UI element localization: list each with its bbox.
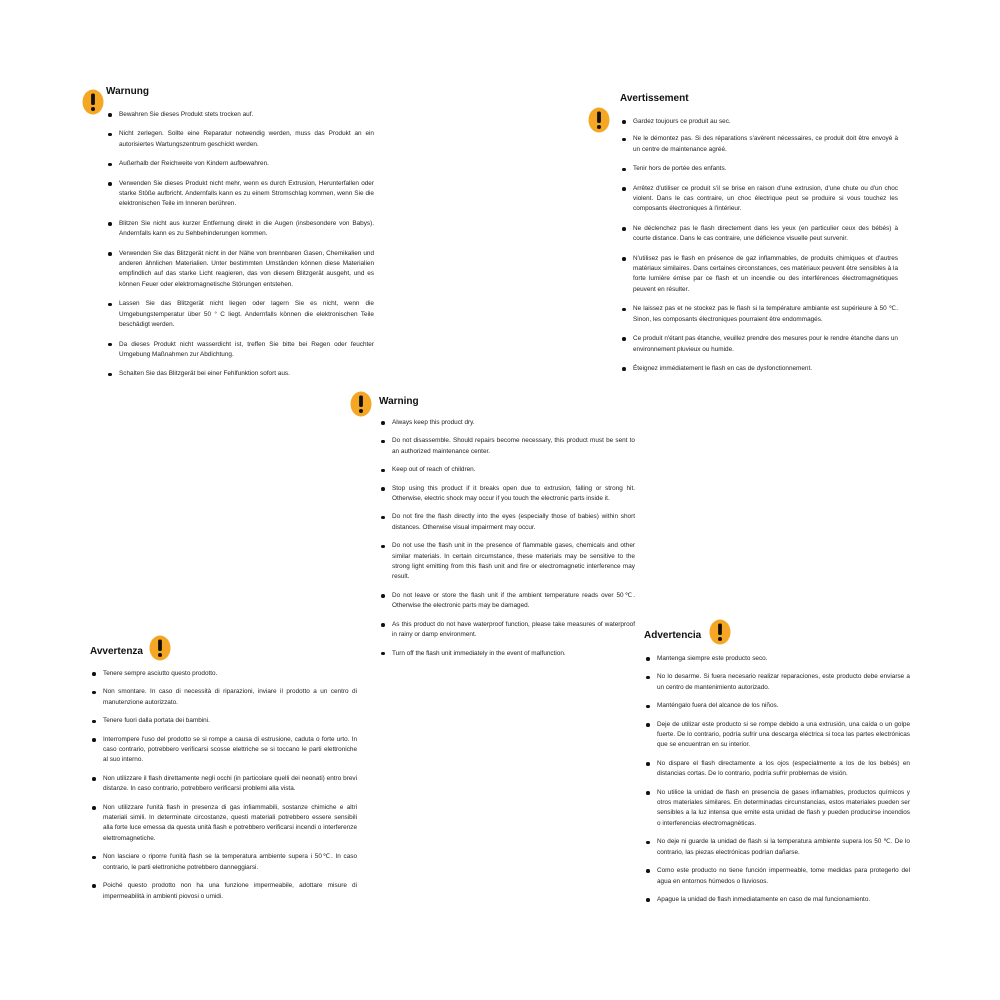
list-item: No deje ni guarde la unidad de flash si la temperatura ambiente supera los 50 ℃. De lo contrario, las piezas electrónicas podrían dañarse. bbox=[645, 837, 910, 858]
list-item: N'utilisez pas le flash en présence de gaz inflammables, de produits chimiques et d'autres matériaux similaires. Dans certaines circonstances, ces matériaux peuvent être sensibles à la forte lumière émise par ce flash et un incendie ou des interférences électromagnétiques peuvent en résulter. bbox=[621, 254, 898, 296]
list-item: Non utilizzare l'unità flash in presenza di gas infiammabili, sostanze chimiche e altri materiali simili. In determinate circostanze, questi materiali potrebbero essere sensibili alla forte luce emessa da questa unità flash e potrebbero verificarsi incendi o interferenze elettromagnetiche. bbox=[91, 803, 357, 845]
section-title-fr: Avertissement bbox=[620, 93, 689, 104]
list-item: Ne le démontez pas. Si des réparations s'avèrent nécessaires, ce produit doit être envoyé à un centre de maintenance agréé. bbox=[621, 134, 898, 155]
warning-icon-fr bbox=[588, 107, 610, 133]
list-item: Non utilizzare il flash direttamente negli occhi (in particolare quelli dei neonati) entro brevi distanze. In caso contrario, potrebbero verificarsi problemi alla vista. bbox=[91, 774, 357, 795]
list-item: Mantenga siempre este producto seco. bbox=[645, 654, 910, 664]
section-title-es: Advertencia bbox=[644, 630, 702, 641]
list-item: Do not fire the flash directly into the eyes (especially those of babies) within short distances. Otherwise visual impairment may occur. bbox=[380, 512, 635, 533]
warning-icon-de bbox=[82, 89, 104, 115]
warning-list-en bbox=[380, 418, 635, 659]
exclamation-warning-icon bbox=[709, 619, 731, 645]
list-item: Nicht zerlegen. Sollte eine Reparatur notwendig werden, muss das Produkt an ein autorisiertes Wartungszentrum geschickt werden. bbox=[107, 129, 374, 150]
list-item: Arrêtez d'utiliser ce produit s'il se brise en raison d'une extrusion, d'une chute ou d'un choc violent. Dans le cas contraire, un choc électrique peut se produire si vous touchez les composants électroniques à l'intérieur. bbox=[621, 184, 898, 215]
list-item: Schalten Sie das Blitzgerät bei einer Fehlfunktion sofort aus. bbox=[107, 369, 374, 379]
list-item: No dispare el flash directamente a los ojos (especialmente a los de los bebés) en distancias cortas. De lo contrario, podría sufrir problemas de visión. bbox=[645, 759, 910, 780]
list-item: Verwenden Sie das Blitzgerät nicht in der Nähe von brennbaren Gasen, Chemikalien und anderen ähnlichen Materialien. Unter bestimmten Umständen können diese Materialien empfindlich auf das starke Licht reagieren, das von diesem Blitzgerät ausgeht, und es können Feuer oder elektromagnetische Störungen entstehen. bbox=[107, 249, 374, 291]
list-item: Da dieses Produkt nicht wasserdicht ist, treffen Sie bitte bei Regen oder feuchter Umgebung Maßnahmen zur Abdichtung. bbox=[107, 340, 374, 361]
list-item: No lo desarme. Si fuera necesario realizar reparaciones, este producto debe enviarse a un centro de mantenimiento autorizado. bbox=[645, 672, 910, 693]
list-item: Poiché questo prodotto non ha una funzione impermeabile, adottare misure di impermeabilità in ambienti piovosi o umidi. bbox=[91, 881, 357, 902]
exclamation-warning-icon bbox=[588, 107, 610, 133]
list-item: Ne déclenchez pas le flash directement dans les yeux (en particulier ceux des bébés) à courte distance. Dans le cas contraire, une déficience visuelle peut survenir. bbox=[621, 224, 898, 245]
list-item: Do not disassemble. Should repairs become necessary, this product must be sent to an authorized maintenance center. bbox=[380, 436, 635, 457]
list-item: Interrompere l'uso del prodotto se si rompe a causa di estrusione, caduta o forte urto. In caso contrario, potrebbero verificarsi scosse elettriche se si toccano le parti elettroniche al suo interno. bbox=[91, 735, 357, 766]
section-title-de: Warnung bbox=[106, 86, 149, 97]
exclamation-warning-icon bbox=[82, 89, 104, 115]
list-item: Blitzen Sie nicht aus kurzer Entfernung direkt in die Augen (insbesondere von Babys). Andernfalls kann es zu Sehbehinderungen kommen. bbox=[107, 219, 374, 240]
list-item: Stop using this product if it breaks open due to extrusion, falling or strong hit. Otherwise, electric shock may occur if you touch the electronic parts inside it. bbox=[380, 484, 635, 505]
list-item: Keep out of reach of children. bbox=[380, 465, 635, 475]
warning-list-de bbox=[107, 110, 374, 380]
list-item: Tenere sempre asciutto questo prodotto. bbox=[91, 669, 357, 679]
list-item: Ne laissez pas et ne stockez pas le flash si la température ambiante est supérieure à 50 ℃. Sinon, les composants électroniques pourraient être endommagés. bbox=[621, 304, 898, 325]
warning-icon-en bbox=[350, 391, 372, 417]
warning-list-fr bbox=[621, 117, 898, 374]
list-item: Lassen Sie das Blitzgerät nicht liegen oder lagern Sie es nicht, wenn die Umgebungstemperatur über 50 ° C liegt. Andernfalls können die elektronischen Teile beschädigt werden. bbox=[107, 299, 374, 330]
list-item: Do not leave or store the flash unit if the ambient temperature reads over 50℃. Otherwise the electronic parts may be damaged. bbox=[380, 591, 635, 612]
list-item: Manténgalo fuera del alcance de los niños. bbox=[645, 701, 910, 711]
warning-list-it bbox=[91, 669, 357, 902]
section-title-it: Avvertenza bbox=[90, 646, 143, 657]
exclamation-warning-icon bbox=[350, 391, 372, 417]
list-item: Deje de utilizar este producto si se rompe debido a una extrusión, una caída o un golpe fuerte. De lo contrario, podría sufrir una descarga eléctrica si toca las partes electrónicas que se encuentran en su interior. bbox=[645, 720, 910, 751]
list-item: Außerhalb der Reichweite von Kindern aufbewahren. bbox=[107, 159, 374, 169]
list-item: Do not use the flash unit in the presence of flammable gases, chemicals and other similar materials. In certain circumstance, these materials may be sensitive to the strong light emitting from this flash unit and fire or electromagnetic interference may result. bbox=[380, 541, 635, 583]
list-item: Verwenden Sie dieses Produkt nicht mehr, wenn es durch Extrusion, Herunterfallen oder starke Stöße aufbricht. Andernfalls kann es zu einem Stromschlag kommen, wenn Sie die elektronischen Teile im Inneren berühren. bbox=[107, 179, 374, 210]
list-item: Éteignez immédiatement le flash en cas de dysfonctionnement. bbox=[621, 364, 898, 374]
list-item: No utilice la unidad de flash en presencia de gases inflamables, productos químicos y otros materiales similares. En determinadas circunstancias, estos materiales pueden ser sensibles a la luz intensa que emite esta unidad de flash y pueden producirse incendios o interferencias electromagnéticas. bbox=[645, 788, 910, 830]
list-item: Turn off the flash unit immediately in the event of malfunction. bbox=[380, 649, 635, 659]
list-item: Non smontare. In caso di necessità di riparazioni, inviare il prodotto a un centro di manutenzione autorizzato. bbox=[91, 687, 357, 708]
list-item: Always keep this product dry. bbox=[380, 418, 635, 428]
list-item: Non lasciare o riporre l'unità flash se la temperatura ambiente supera i 50℃. In caso contrario, le parti elettroniche potrebbero danneggiarsi. bbox=[91, 852, 357, 873]
list-item: Apague la unidad de flash inmediatamente en caso de mal funcionamiento. bbox=[645, 895, 910, 905]
list-item: Gardez toujours ce produit au sec. bbox=[621, 117, 898, 127]
warning-icon-it bbox=[149, 635, 171, 661]
list-item: Tenir hors de portée des enfants. bbox=[621, 164, 898, 174]
list-item: Como este producto no tiene función impermeable, tome medidas para protegerlo del agua en entornos húmedos o lluviosos. bbox=[645, 866, 910, 887]
list-item: Tenere fuori dalla portata dei bambini. bbox=[91, 716, 357, 726]
list-item: As this product do not have waterproof function, please take measures of waterproof in rainy or damp environment. bbox=[380, 620, 635, 641]
list-item: Ce produit n'étant pas étanche, veuillez prendre des mesures pour le rendre étanche dans un environnement pluvieux ou humide. bbox=[621, 334, 898, 355]
warning-icon-es bbox=[709, 619, 731, 645]
list-item: Bewahren Sie dieses Produkt stets trocken auf. bbox=[107, 110, 374, 120]
section-title-en: Warning bbox=[379, 396, 419, 407]
exclamation-warning-icon bbox=[149, 635, 171, 661]
warning-list-es bbox=[645, 654, 910, 905]
